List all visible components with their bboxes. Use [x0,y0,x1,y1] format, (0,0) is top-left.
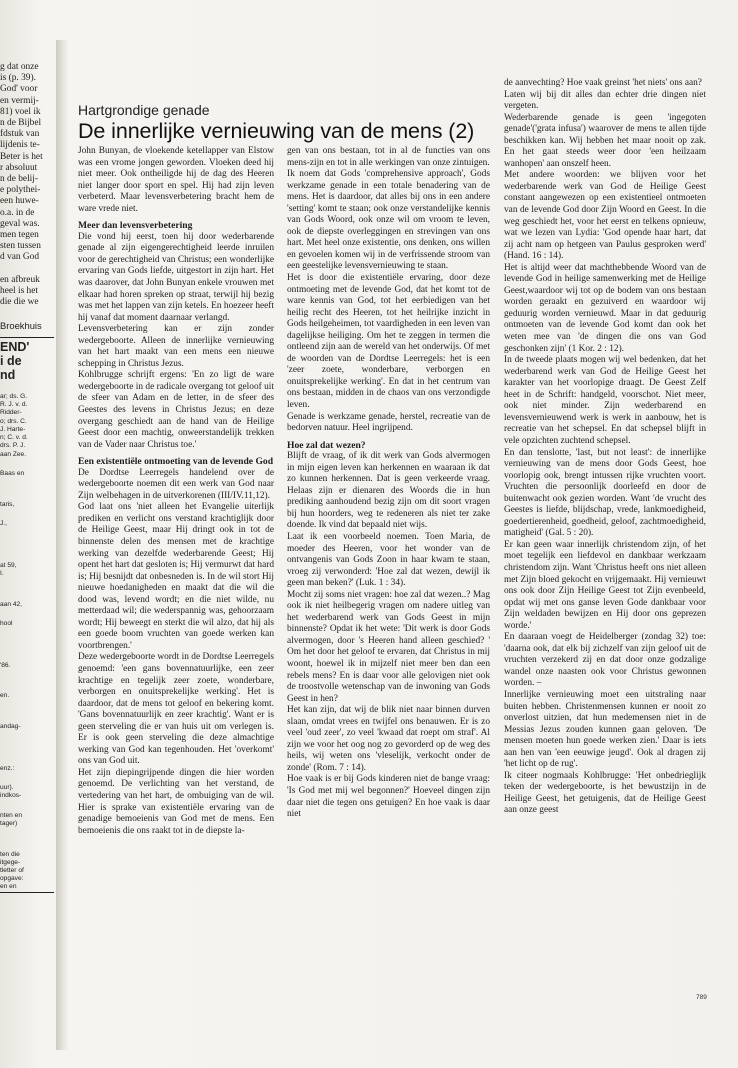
previous-page-line: itgege- [0,858,21,866]
previous-page-line: Beter is het [0,151,43,162]
previous-page-line [0,609,54,620]
paragraph: gen van ons bestaan, tot in al de functies van ons mens-zijn en tot in alle werkingen van onze zintuigen. [287,146,490,168]
article-page [68,40,718,1050]
page-gutter [56,40,68,1050]
paragraph: En daaraan voegt de Heidelberger (zondag 32) toe: 'daarna ook, dat elk bij zichzelf van zijn geloof uit de vruchten verzekerd zij en dat door onze godzalige wandel onze naasten ook voor Christus gewonnen worden. – [504,632,706,689]
paragraph: In de tweede plaats mogen wij wel bedenken, dat het wederbarend werk van God de Heilige Geest het karakter van het voorlopige draagt. De Geest Zelf heet in de Schrift: handgeld, voorschot. Niet meer, ook niet minder. Zijn wederbarend en levensvernieuwend werk is werk in aanbouw, het is recreatie van het schepsel. En dat schepsel blijft in vele opzichten zuchtend schepsel. [504,355,706,446]
paragraph: Laten wij bij dit alles dan echter drie dingen niet vergeten. [504,89,706,112]
previous-page-line [0,509,54,520]
previous-page-line: e polythei- [0,185,41,196]
previous-page-line: Ridder- [0,409,22,417]
previous-page-line: n de Bijbel [0,118,42,129]
previous-page-line [0,742,54,753]
previous-page-line: lijdenis te- [0,140,40,151]
previous-page-line: aan 42, [0,600,22,608]
previous-page-line [0,578,54,589]
paragraph: Blijft de vraag, of ik dit werk van Gods alvermogen in mijn eigen leven kan herkennen en waaraan ik dat zo kunnen herkennen. Dat is geen verkeerde vraag. Helaas zijn er dienaren des Woords die in hun prediking aanhoudend bezig zijn om dit soort vragen bij hun hoorders, weg te redeneren als niet ter zake doende. Ik vind dat bepaald niet wijs. [287,451,490,531]
previous-page-line: 81) voel ik [0,106,41,117]
paragraph: Deze wedergeboorte wordt in de Dordtse Leerregels genoemd: 'een gans bovennatuurlijke, een zeer krachtige en tegelijk zeer zoete, wonderbare, verborgen en onuitsprekelijke werking'. Het is daardoor, dat de mens tot geloof en bekering komt. 'Gans bovennatuurlijk en zeer krachtig'. Want er is geen sterveling die er van huis uit om verlegen is. Er is ook geen sterveling die deze almachtige werking van God kan tegenhouden. Het 'overkomt' ons van God uit. [78,652,274,767]
paragraph: Het zijn diepingrijpende dingen die hier worden genoemd. De verlichting van het verstand, de vertedering van het hart, de ombuiging van de wil. Hier is sprake van existentiële ervaring van de genadige bemoeienis van God met de mens. Een bemoeienis die ons raakt tot in de diepste la- [78,767,274,836]
previous-page-line: geval was. [0,218,40,229]
paragraph: Die vond hij eerst, toen hij door wederbarende genade al zijn eigengerechtigheid leerde inruilen voor de gerechtigheid van Christus; een wonderlijke ervaring van Gods liefde, uitgestort in zijn hart. Het was daarover, dat John Bunyan enkele vrouwen met elkaar had horen spreken op straat, terwijl hij bezig was met het lappen van zijn ketels. En hoezeer heeft hij vanaf dat moment daarnaar verlangd. [78,231,274,323]
paragraph: Ik noem dat Gods 'comprehensive approach', Gods werkzame genade in een totale benadering van de mens. Het is daardoor, dat alles bij ons in een andere 'setting' komt te staan; ook onze verstandelijke kennis van Gods Woord, ook onze wil om vroom te leven, ook de diepste overleggingen en strevingen van ons hart. Met heel onze existentie, ons denken, ons willen en gevoelen komen wij in de verfrissende stroom van een geestelijke levensvernieuwing te staan. [287,169,490,272]
previous-page-line: tletter of [0,867,24,875]
paragraph: Laat ik een voorbeeld noemen. Toen Maria, de moeder des Heeren, voor het wonder van de ontvangenis van Gods Zoon in haar kwam te staan, vroeg zij verwonderd: 'Hoe zal dat wezen, dewijl ik geen man beken?' (Luk. 1 : 34). [287,532,490,589]
previous-page-line [0,712,54,723]
paragraph: God laat ons 'niet alleen het Evangelie uiterlijk prediken en verlicht ons verstand krachtiglijk door de Heilige Geest, maar Hij dringt ook in tot de binnenste delen des mensen met de krachtige werking van dezelfde wederbarende Geest; Hij opent het hart dat gesloten is; Hij vermurwt dat hard is; Hij besnijdt dat onbesneden is. In de wil stort Hij nieuwe hoedanigheden en maakt dat die wil die dood was, levend wordt; en die niet wilde, nu metterdaad wil; die wederspannig was, gehoorzaam wordt; Hij beweegt en sterkt die wil alzo, dat hij als een goede boom vruchten van goede werken kan voortbrengen.' [78,502,274,651]
previous-page-line [0,773,54,784]
previous-page-line [0,651,54,662]
previous-page-line [0,478,54,489]
previous-page-line: enz.: [0,764,15,772]
article-kicker: Hartgrondige genade [78,102,210,118]
previous-page-line: en vermij- [0,95,39,106]
previous-page-line: fdstuk van [0,129,40,140]
previous-page-line: o.a. in de [0,207,35,218]
paragraph: Hoe vaak is er bij Gods kinderen niet de bange vraag: 'Is God met mij wel begonnen?' Hoeveel dingen zijn daar niet die tegen ons getuigen? En hoe vaak is daar niet [287,774,490,820]
paragraph: Mocht zij soms niet vragen: hoe zal dat wezen..? Mag ook ik niet heilbegerig vragen om nadere uitleg van het wederbarend werk van Gods Geest in mijn binnenste? Opdat ik het wete: 'Dit werk is door Gods alvermogen, door 's Heeren hand alleen geschied? ' Om het door het geloof te ervaren, dat Christus in mij woont, hoewel ik in mijzelf niet meer ben dan een rebels mens? En is daar voor alle gelovigen niet ook de troostvolle wetenschap van de inwoning van Gods Geest in hen? [287,589,490,704]
previous-page-line [0,670,54,681]
previous-page-line: en. [0,692,10,700]
previous-page-line [0,489,54,500]
previous-page-line: aan Zee. [0,450,27,458]
previous-page-line: sten tussen [0,241,41,252]
previous-page-colophon [0,337,54,893]
paragraph: Wederbarende genade is geen 'ingegoten genade'('grata infusa') waarover de mens te allen tijde beschikken kan. Wij hebben het maar nooit op zak. En het gaat steeds weer door 'een heilzaam wanhopen' aan onszelf heen. [504,112,706,169]
paragraph: John Bunyan, de vloekende ketellapper van Elstow was een vrome jongen geworden. Vloeken deed hij niet meer. Ook ontheiligde hij de dag des Heeren niet langer door sport en spel. Hij had zijn leven verbeterd. Maar levensverbetering bracht hem de ware vrede niet. [78,146,274,214]
previous-page-line: die die we [0,297,39,308]
previous-page-line: hool [0,619,13,627]
section-heading: Hoe zal dat wezen? [287,439,366,451]
previous-page-line [0,639,54,650]
paragraph: Het kan zijn, dat wij de blik niet naar binnen durven slaan, omdat vrees en twijfel ons benauwen. Er is zo veel 'oud zeer', zo veel 'kwaad dat roept om straf'. Al zijn we voor het oog nog zo gevorderd op de weg des heils, wij weten ons 'vleselijk, verkocht onder de zonde' (Rom. 7 : 14). [287,705,490,773]
previous-page-line: indkos- [0,792,22,800]
previous-page-line [0,731,54,742]
paragraph: Het is door die existentiële ervaring, door deze ontmoeting met de levende God, dat het komt tot de ware kennis van God, tot het eerbiedigen van het heilig recht des Heeren, tot het heilrijke inzicht in Gods heilgeheimen, tot vaardigheden in een leven van dagelijkse heiliging. Om het te zeggen in termen die ontleend zijn aan de wereld van het onderwijs. Of met de woorden van de Dordtse Leerregels: het is een 'zeer zoete, wonderbare, verborgen en onuitsprekelijke werking'. En dat in het centrum van ons bestaan, midden in de chaos van ons verzondigde leven. [287,273,490,411]
previous-page-line [0,839,54,850]
paragraph: Er kan geen waar innerlijk christendom zijn, of het moet tegelijk een liefdevol en dankbaar werkzaam christendom zijn. Want 'Christus heeft ons niet alleen met Zijn bloed gekocht en vrijgemaakt. Hij vernieuwt ons ook door Zijn Heilige Geest tot Zijn evenbeeld, opdat wij met ons ganse leven Gode dankbaar voor Zijn weldaden bewijzen en Hij door ons geprezen worde.' [504,539,706,631]
previous-page-line: en afbreuk [0,274,40,285]
previous-page-line: taris, [0,500,15,508]
previous-page-line: at 59, [0,561,17,569]
previous-page-line: heel is het [0,286,39,297]
article-column-3 [504,78,706,817]
previous-page-line: tager) [0,820,18,828]
previous-page-line: men tegen [0,230,39,241]
previous-page-line: o; drs. C. [0,417,27,425]
previous-page-line [0,539,54,550]
previous-page-line: r absoluut [0,162,38,173]
previous-page-line [0,528,54,539]
previous-page-line: I. [0,569,4,577]
previous-page-line: drs. P. J. [0,442,26,450]
previous-page-line [0,801,54,812]
previous-page-line: d van God [0,252,40,263]
previous-page-line: Baas en [0,469,25,477]
previous-page-text [0,62,54,331]
previous-page-line [0,628,54,639]
previous-page-line [0,681,54,692]
previous-page-line: is (p. 39). [0,73,36,84]
previous-page-line: nd [0,367,16,382]
paragraph: Innerlijke vernieuwing moet een uitstraling naar buiten hebben. Christenmensen kunnen er nooit zo onverlost uitzien, dat hun medemensen niet in de Messias Jezus zouden kunnen gaan geloven. 'De mensen moeten hun goede werken zien.' Daar is iets aan hen van 'een eeuwige jeugd'. Ook al dragen zij 'het licht op de rug'. [504,689,706,770]
article-title: De innerlijke vernieuwing van de mens (2) [78,119,475,143]
paragraph: Ik citeer nogmaals Kohlbrugge: 'Het onbedrieglijk teken der wedergeboorte, is het bewustzijn in de Heilige Geest, het getuigenis, dat de Heilige Geest aan onze geest [504,770,706,816]
previous-page-line: nten en [0,811,22,819]
previous-page-line: n; C. v. d. [0,434,28,442]
previous-page-line: ten die [0,850,20,858]
previous-page-line: J. Harte- [0,425,26,433]
previous-page-line [0,382,54,393]
paragraph: De Dordtse Leerregels handelend over de wedergeboorte noemen dit een werk van God naar Zijn welbehagen in de uitverkorenen (III/IV.11,12). [78,467,274,501]
previous-page-line [0,589,54,600]
paragraph: En dan tenslotte, 'last, but not least': de innerlijke vernieuwing van de mens door Gods Geest, hoe voorlopig ook, brengt intussen rijke vruchten voort. Vruchten die persoonlijk doorleefd en door de buitenwacht ook gezien worden. Want 'de vrucht des Geestes is liefde, blijdschap, vrede, lankmoedigheid, goedertierenheid, goedheid, geloof, zachtmoedigheid, matigheid' (Gal. 5 : 20). [504,447,706,539]
previous-page-line [0,459,54,470]
paragraph: Kohlbrugge schrijft ergens: 'En zo ligt de ware wedergeboorte in de radicale overgang tot geloof uit de sfeer van Adam en de letter, in de sfeer des Geestes des levens in Christus Jezus; en deze overgang geschiedt aan de hand van de Heilige Geest door een machtig, onweerstandelijk trekken van de Vader naar Christus toe.' [78,370,274,450]
previous-page-line [0,828,54,839]
paragraph: Levensverbetering kan er zijn zonder wedergeboorte. Alleen de innerlijke vernieuwing van het hart maakt van een mens een nieuwe schepping in Christus Jezus. [78,324,274,369]
previous-page-line: g dat onze [0,62,39,72]
paragraph: Genade is werkzame genade, herstel, recreatie van de bedorven natuur. Heel ingrijpend. [287,411,490,434]
page-number: 789 [696,994,707,1001]
previous-page-line [0,754,54,765]
previous-page-line: ar; ds. G. [0,393,28,401]
previous-page-fragment [0,62,54,1022]
previous-page-line [0,308,54,319]
previous-page-line: God' voor [0,84,38,95]
previous-page-line [0,701,54,712]
previous-page-line: R. J. v. d. [0,401,28,409]
previous-page-line: Broekhuis [0,319,42,331]
paragraph: Met andere woorden: we blijven voor het wederbarende werk van God de Heilige Geest constant aangewezen op een existentieel ontmoeten van de levende God door Zijn Woord en Geest. In die weg geschiedt het, voor het eerst en telkens opnieuw, wat we lezen van Lydia: 'God opende haar hart, dat zij acht nam op hetgeen van Paulus gesproken werd' (Hand. 16 : 14). [504,170,706,262]
section-heading: Meer dan levensverbetering [78,220,193,232]
article-column-1 [78,146,274,837]
previous-page-line: n de belij- [0,174,39,185]
previous-page-line [0,551,54,562]
paragraph: Het is altijd weer dat machthebbende Woord van de levende God in heilige samenwerking met de Heilige Geest,waardoor wij tot op de bodem van ons bestaan worden geraakt en gezuiverd en waardoor wij geduurig worden vernieuwd. Maar in dat geduurig ontmoeten van de levende God komt dan ook het weten mee van 'de dingen die ons van God geschonken zijn' (1 Kor. 2 : 12). [504,262,706,354]
previous-page-line: een huwe- [0,196,39,207]
previous-page-line: J., [0,519,7,527]
previous-page-line [0,264,54,275]
previous-page-line: '86. [0,661,11,669]
previous-page-line: uur). [0,784,14,792]
section-heading: Een existentiële ontmoeting van de levende God [78,456,274,468]
previous-page-line: END' [0,339,30,354]
previous-page-line: opgave: [0,875,24,883]
previous-page-line: en en [0,883,17,891]
paragraph: de aanvechting? Hoe vaak greinst 'het niets' ons aan? [504,78,702,88]
previous-page-line: i de [0,353,22,368]
previous-page-line: andag- [0,722,21,730]
article-column-2 [287,146,490,821]
